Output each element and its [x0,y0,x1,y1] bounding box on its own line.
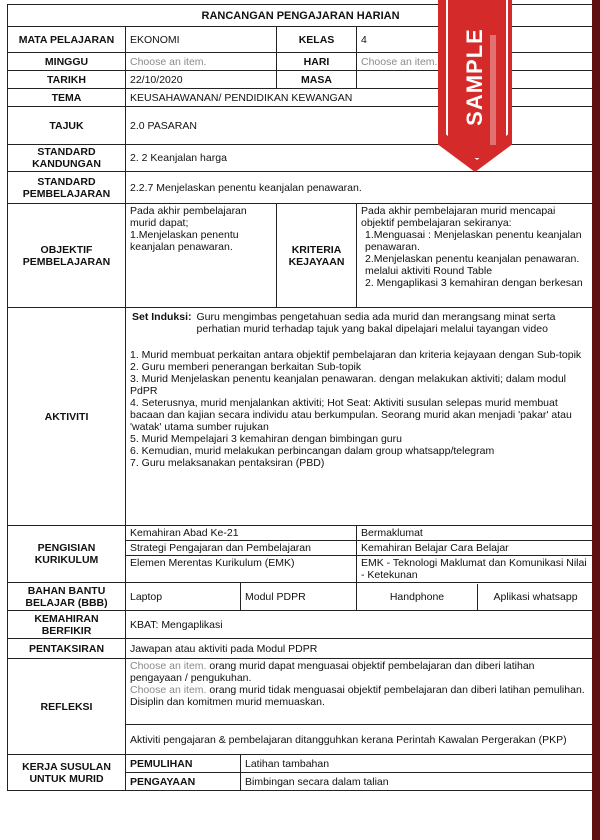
standard-kandungan-label: STANDARD KANDUNGAN [8,145,126,172]
pengisian-cell[interactable]: Kemahiran Abad Ke-21 [126,526,357,541]
bbb-item[interactable]: Aplikasi whatsapp [493,590,578,603]
kriteria-item: 2. Mengaplikasi 3 kemahiran dengan berkesan [365,277,583,289]
kelas-value[interactable]: 4 [357,27,594,53]
bbb-item[interactable]: Handphone [357,584,478,610]
pengayaan-value[interactable]: Bimbingan secara dalam talian [241,773,594,791]
refleksi-content[interactable] [126,659,594,725]
kriteria-item: 1.Menguasai : Menjelaskan penentu keanjalan penawaran. [365,229,582,253]
bbb-item[interactable]: Modul PDPR [241,583,357,611]
tajuk-label: TAJUK [8,107,126,145]
aktiviti-content[interactable] [126,308,594,526]
activity-step: 4. Seterusnya, murid menjalankan aktiviti; Hot Seat: Aktiviti susulan selepas murid membuat bacaan dan kajian secara individu atau berkumpulan. Seorang murid akan menjadi 'pakar' atau 'watak' utama sumber rujukan [130,397,572,433]
tarikh-value[interactable]: 22/10/2020 [126,71,277,89]
sample-watermark-text: SAMPLE [462,28,487,126]
refleksi-note[interactable]: Aktiviti pengajaran & pembelajaran ditangguhkan kerana Perintah Kawalan Pergerakan (PKP) [126,725,594,755]
pemulihan-label: PEMULIHAN [126,755,241,773]
tema-label: TEMA [8,89,126,107]
standard-pembelajaran-label: STANDARD PEMBELAJARAN [8,172,126,204]
kemahiran-label: KEMAHIRAN BERFIKIR [8,611,126,639]
standard-kandungan-value[interactable]: 2. 2 Keanjalan harga [126,145,594,172]
refleksi-dropdown[interactable]: Choose an item. [130,684,207,696]
tajuk-value[interactable]: 2.0 PASARAN [126,107,594,145]
standard-pembelajaran-value[interactable]: 2.2.7 Menjelaskan penentu keanjalan penawaran. [126,172,594,204]
refleksi-label: REFLEKSI [8,659,126,755]
hari-label: HARI [277,53,357,71]
pengayaan-label: PENGAYAAN [126,773,241,791]
kriteria-item: 2.Menjelaskan penentu keanjalan penawaran. melalui aktiviti Round Table [365,253,580,277]
pengisian-cell[interactable]: Bermaklumat [357,526,594,541]
sample-ribbon-band [490,35,496,145]
right-edge-stripe [592,0,600,840]
pemulihan-value[interactable]: Latihan tambahan [241,755,594,773]
kemahiran-value[interactable]: KBAT: Mengaplikasi [126,611,594,639]
aktiviti-label: AKTIVITI [8,308,126,526]
activity-step: 2. Guru memberi penerangan berkaitan Sub-topik [130,361,362,373]
tarikh-label: TARIKH [8,71,126,89]
activity-step: 5. Murid Mempelajari 3 kemahiran dengan bimbingan guru [130,433,402,445]
bbb-label: BAHAN BANTU BELAJAR (BBB) [8,583,126,611]
pentaksiran-label: PENTAKSIRAN [8,639,126,659]
objektif-label: OBJEKTIF PEMBELAJARAN [8,204,126,308]
tema-value[interactable]: KEUSAHAWANAN/ PENDIDIKAN KEWANGAN [126,89,594,107]
kriteria-content[interactable] [357,204,594,308]
masa-label: MASA [277,71,357,89]
refleksi-text: orang murid dapat menguasai objektif pembelajaran dan diberi latihan pengayaan / pengukuhan. [130,660,535,684]
minggu-dropdown[interactable]: Choose an item. [126,53,277,71]
refleksi-text: orang murid tidak menguasai objektif pembelajaran dan diberi latihan pemulihan. Disiplin dan komitmen murid memuaskan. [130,684,585,708]
hari-dropdown[interactable]: Choose an item. [357,53,594,71]
activity-step: 7. Guru melaksanakan pentaksiran (PBD) [130,457,325,469]
refleksi-dropdown[interactable]: Choose an item. [130,660,207,672]
kelas-label: KELAS [277,27,357,53]
pentaksiran-value[interactable]: Jawapan atau aktiviti pada Modul PDPR [126,639,594,659]
pengisian-cell[interactable]: EMK - Teknologi Maklumat dan Komunikasi Nilai - Ketekunan [357,556,594,583]
pengisian-cell[interactable]: Elemen Merentas Kurikulum (EMK) [126,556,357,583]
objektif-intro: Pada akhir pembelajaran murid dapat; [130,205,247,229]
objektif-content[interactable] [126,204,277,308]
document-title: RANCANGAN PENGAJARAN HARIAN [8,5,594,27]
set-induksi-label: Set Induksi: [132,311,192,323]
activity-step: 3. Murid Menjelaskan penentu keanjalan penawaran. dengan melakukan aktiviti; dalam modul PdPR [130,373,567,397]
kriteria-label: KRITERIA KEJAYAAN [277,204,357,308]
mata-pelajaran-value[interactable]: EKONOMI [126,27,277,53]
set-induksi-text: Guru mengimbas pengetahuan sedia ada murid dan merangsang minat serta perhatian murid terhadap tajuk yang bakal dipelajari melalui tayangan video [196,311,556,335]
kriteria-intro: Pada akhir pembelajaran murid mencapai objektif pembelajaran sekiranya: [361,205,556,229]
pengisian-label: PENGISIAN KURIKULUM [8,526,126,583]
activity-step: 6. Kemudian, murid melakukan perbincangan dalam group whatsapp/telegram [130,445,495,457]
bbb-split [357,583,594,611]
mata-pelajaran-label: MATA PELAJARAN [8,27,126,53]
minggu-label: MINGGU [8,53,126,71]
bbb-item[interactable]: Laptop [126,583,241,611]
pengisian-cell[interactable]: Strategi Pengajaran dan Pembelajaran [126,541,357,556]
kerja-susulan-label: KERJA SUSULAN UNTUK MURID [8,755,126,791]
pengisian-cell[interactable]: Kemahiran Belajar Cara Belajar [357,541,594,556]
objektif-item: 1.Menjelaskan penentu keanjalan penawaran. [130,229,239,253]
activity-step: 1. Murid membuat perkaitan antara objektif pembelajaran dan kriteria kejayaan dengan Sub-topik [130,349,582,361]
